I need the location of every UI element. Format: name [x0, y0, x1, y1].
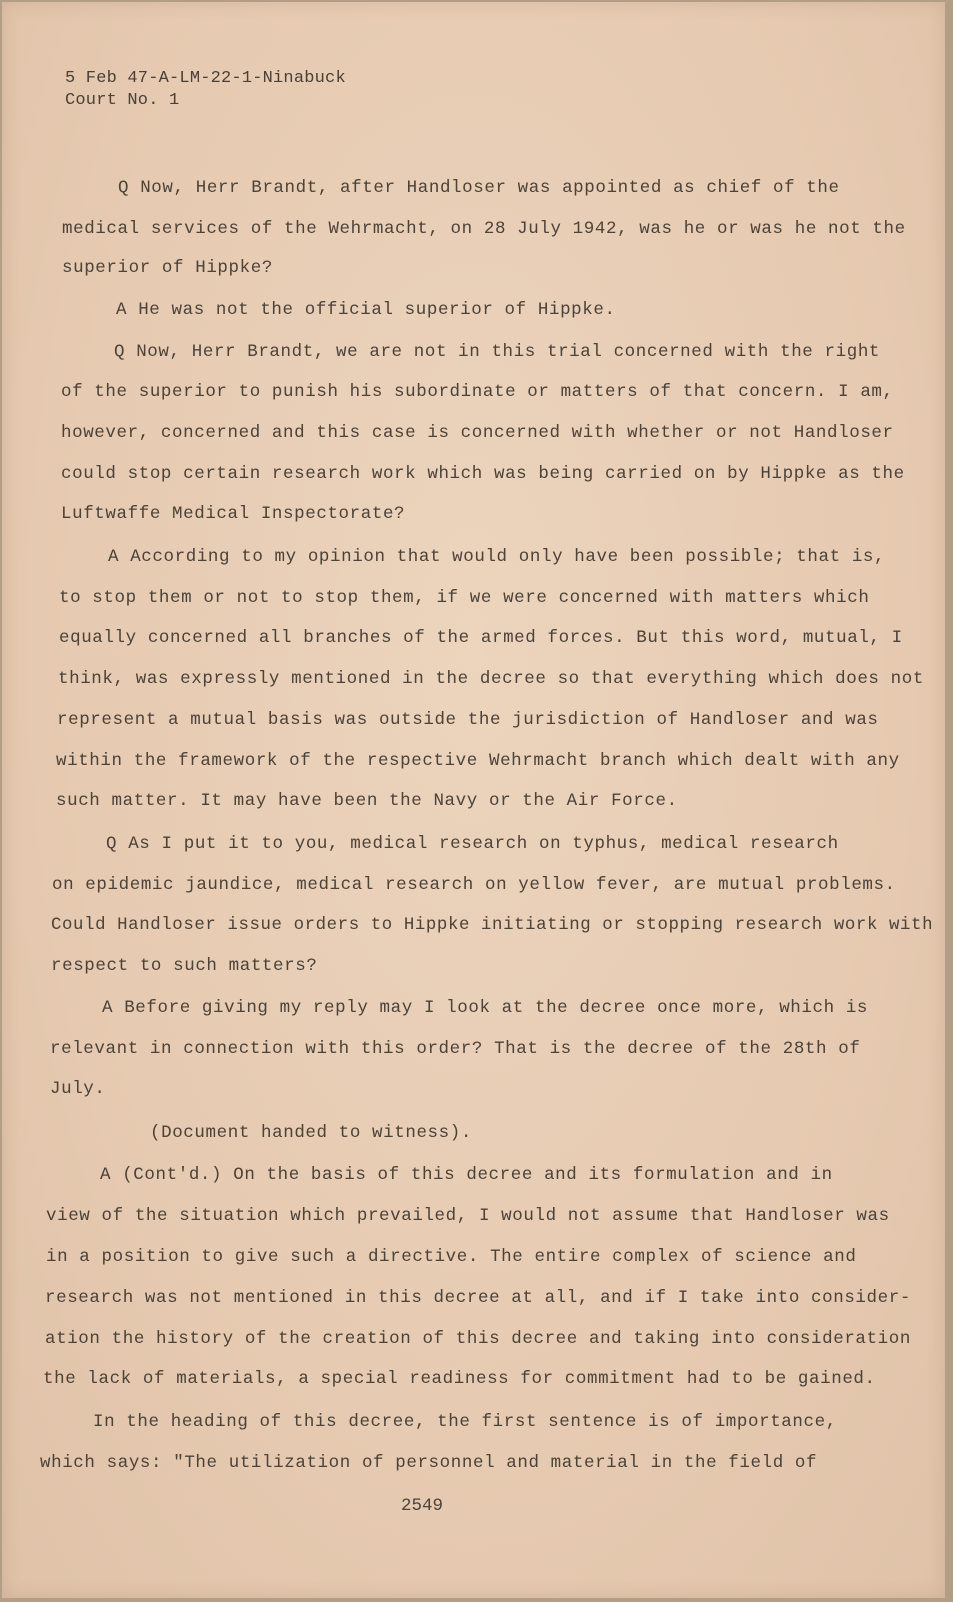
- text-line: such matter. It may have been the Navy or the Air Force.: [56, 791, 678, 811]
- text-line: on epidemic jaundice, medical research on yellow fever, are mutual problems.: [52, 875, 896, 895]
- text-line: A (Cont'd.) On the basis of this decree and its formulation and in: [100, 1165, 833, 1185]
- text-line: to stop them or not to stop them, if we were concerned with matters which: [59, 588, 870, 608]
- text-line: in a position to give such a directive. The entire complex of science and: [46, 1247, 857, 1267]
- text-line: In the heading of this decree, the first sentence is of importance,: [93, 1412, 837, 1432]
- text-line: represent a mutual basis was outside the jurisdiction of Handloser and was: [57, 710, 879, 730]
- text-line: ation the history of the creation of this decree and taking into consideration: [45, 1329, 911, 1349]
- text-line: relevant in connection with this order? That is the decree of the 28th of: [50, 1039, 861, 1059]
- text-line: respect to such matters?: [51, 956, 318, 976]
- text-line: medical services of the Wehrmacht, on 28 July 1942, was he or was he not the: [62, 219, 906, 239]
- text-line: within the framework of the respective Wehrmacht branch which dealt with any: [56, 751, 900, 771]
- text-line: could stop certain research work which was being carried on by Hippke as the: [61, 464, 905, 484]
- text-line: however, concerned and this case is concerned with whether or not Handloser: [61, 423, 894, 443]
- page-number: 2549: [401, 1496, 444, 1516]
- text-line: Could Handloser issue orders to Hippke initiating or stopping research work with: [51, 915, 934, 935]
- text-line: (Document handed to witness).: [150, 1123, 472, 1143]
- text-line: Q Now, Herr Brandt, after Handloser was appointed as chief of the: [118, 178, 840, 198]
- text-line: Q Now, Herr Brandt, we are not in this trial concerned with the right: [114, 342, 881, 362]
- text-line: A Before giving my reply may I look at the decree once more, which is: [102, 998, 869, 1018]
- text-line: superior of Hippke?: [62, 258, 273, 278]
- header-date-line: 5 Feb 47-A-LM-22-1-Ninabuck: [65, 69, 346, 88]
- text-line: A He was not the official superior of Hippke.: [116, 300, 616, 320]
- text-line: July.: [50, 1079, 106, 1099]
- text-line: Q As I put it to you, medical research on typhus, medical research: [106, 834, 839, 854]
- text-line: think, was expressly mentioned in the decree so that everything which does not: [58, 669, 924, 689]
- text-line: view of the situation which prevailed, I would not assume that Handloser was: [46, 1206, 890, 1226]
- text-line: Luftwaffe Medical Inspectorate?: [61, 504, 406, 524]
- text-line: of the superior to punish his subordinate or matters of that concern. I am,: [61, 382, 894, 402]
- text-line: equally concerned all branches of the armed forces. But this word, mutual, I: [59, 628, 903, 648]
- text-line: research was not mentioned in this decree at all, and if I take into consider-: [45, 1288, 911, 1308]
- text-line: which says: "The utilization of personnel and material in the field of: [40, 1453, 818, 1473]
- document-header: [65, 68, 346, 112]
- header-court-line: Court No. 1: [65, 91, 180, 110]
- text-line: the lack of materials, a special readiness for commitment had to be gained.: [43, 1369, 876, 1389]
- document-page: [2, 2, 945, 1598]
- text-line: A According to my opinion that would only have been possible; that is,: [108, 547, 886, 567]
